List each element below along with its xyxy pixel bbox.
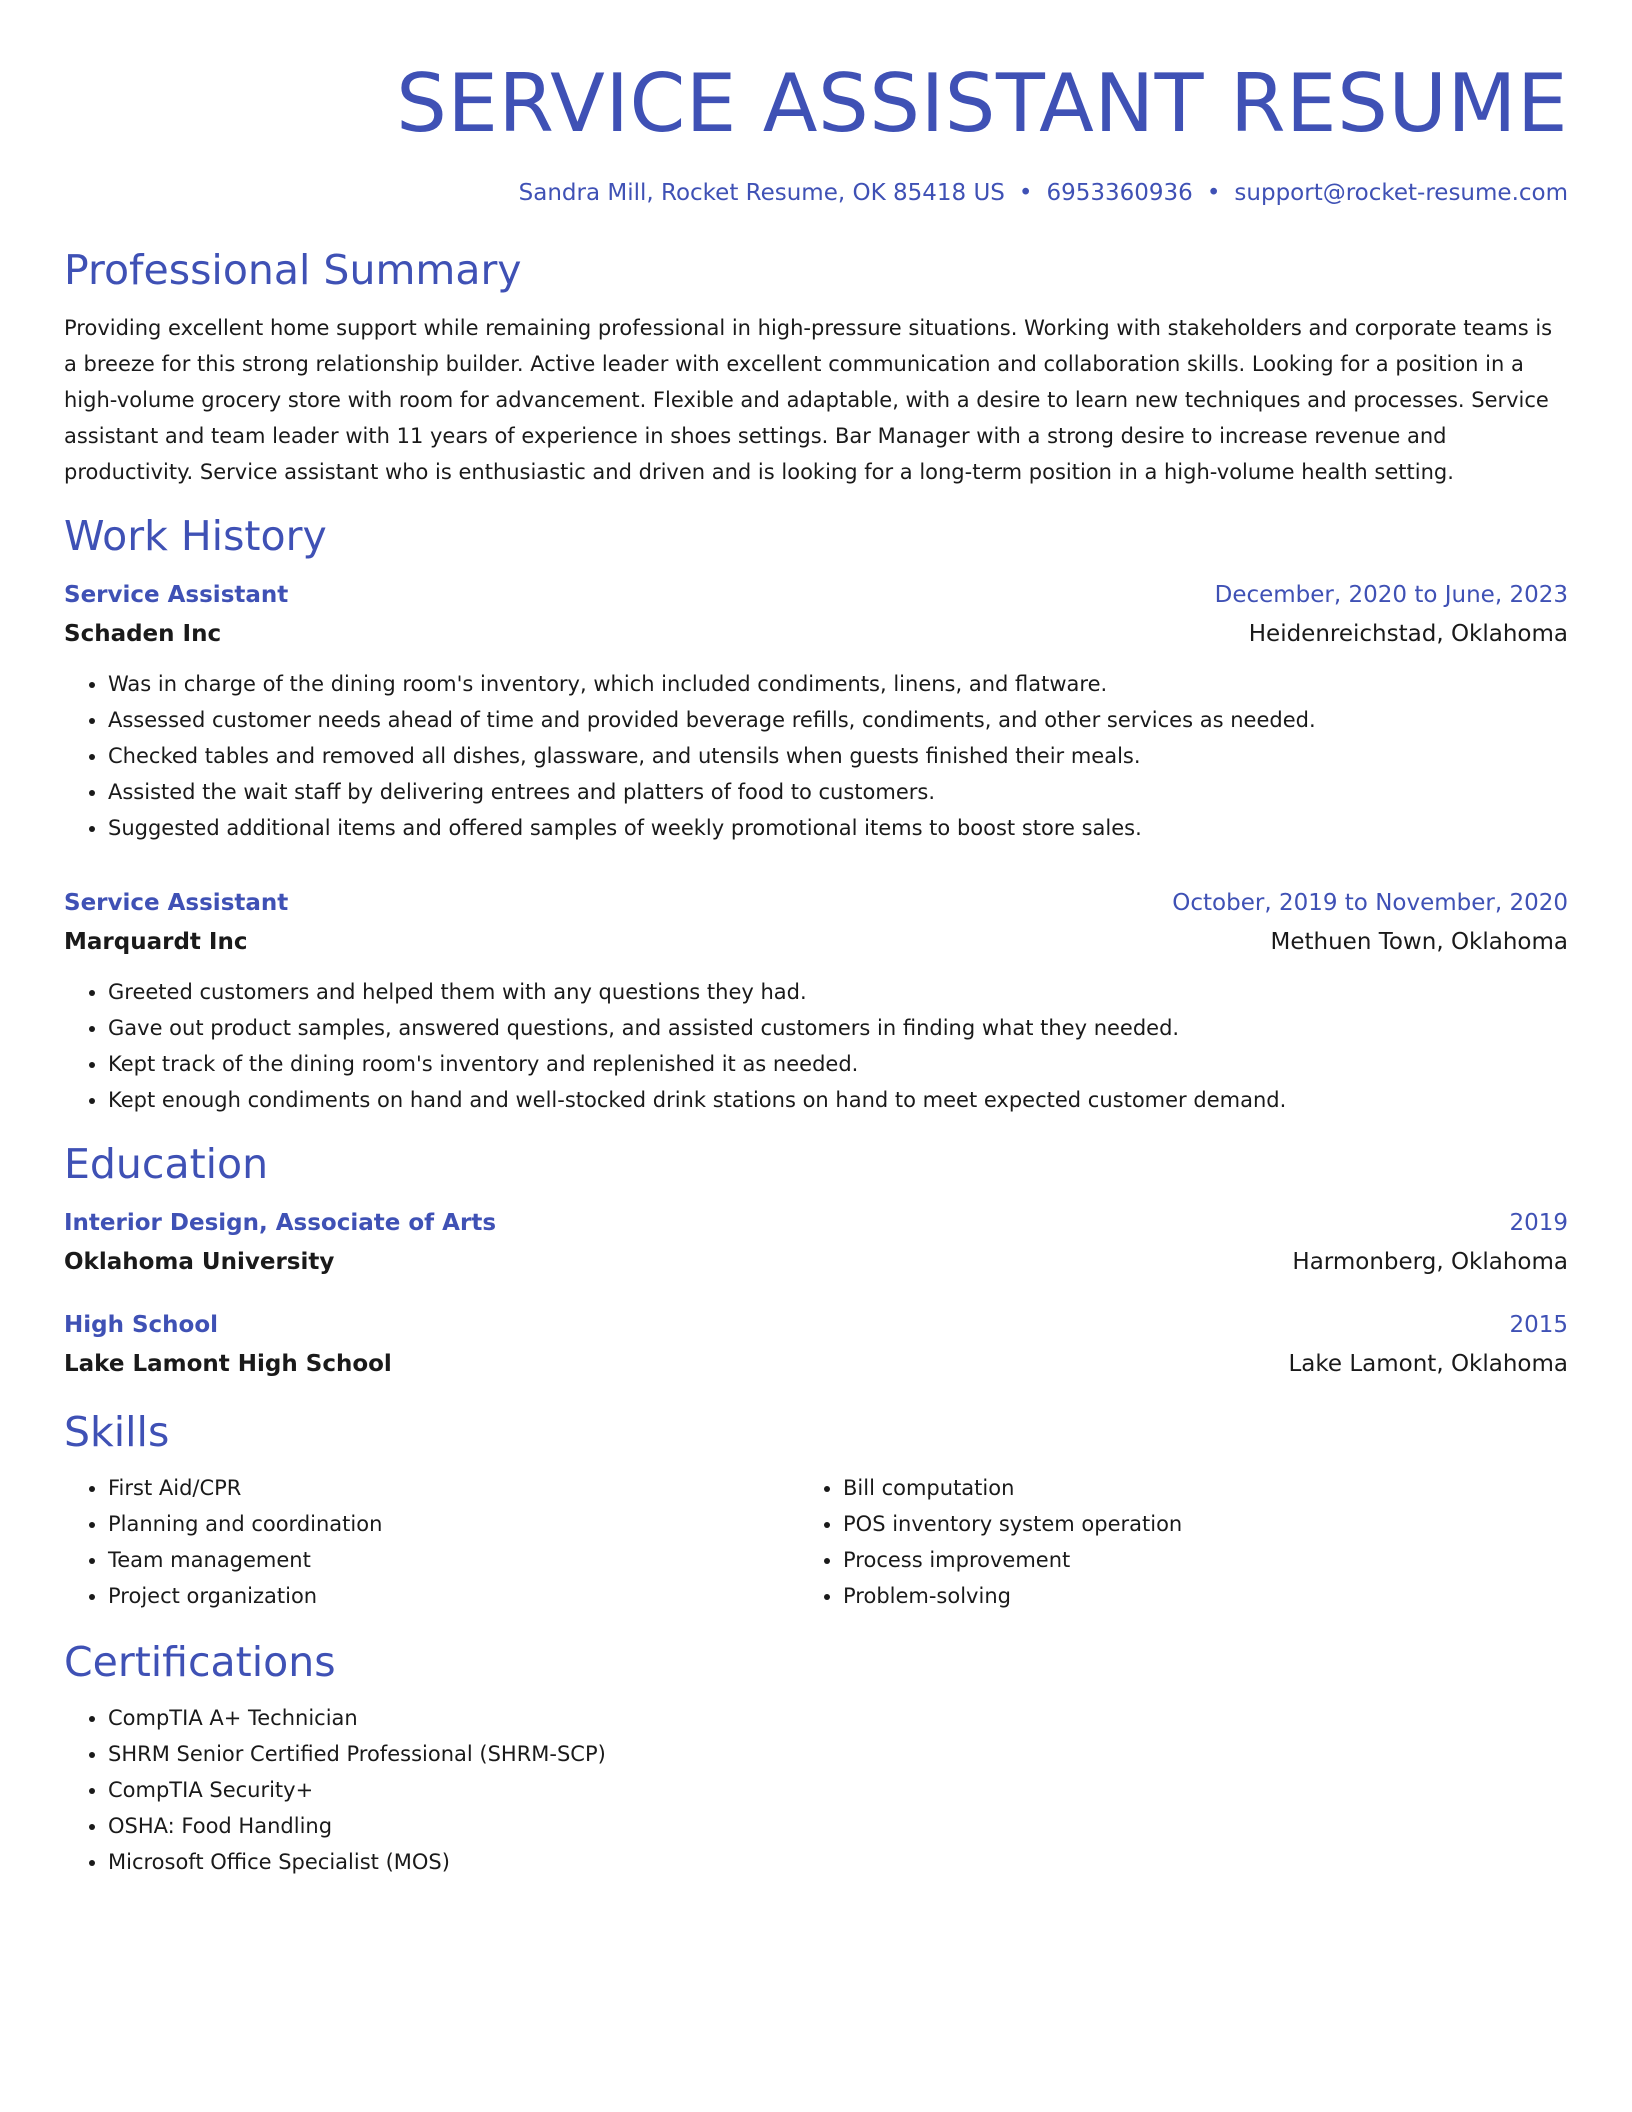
education-school-row	[64, 1344, 1568, 1384]
skill-item: • Planning and coordination	[108, 1506, 799, 1542]
certifications-list	[64, 1700, 1568, 1880]
contact-separator: •	[1206, 180, 1221, 206]
skill-item: • Bill computation	[843, 1470, 1534, 1506]
section-title-education: Education	[64, 1140, 269, 1188]
job-bullets	[64, 666, 1568, 846]
certification-item: • CompTIA Security+	[108, 1772, 1568, 1808]
job-bullet: • Assisted the wait staff by delivering entrees and platters of food to customers.	[108, 774, 1568, 810]
job-header-row	[64, 884, 1568, 922]
job-entry	[64, 576, 1568, 846]
job-company-row	[64, 922, 1568, 962]
section-title-skills: Skills	[64, 1408, 170, 1456]
job-bullets	[64, 974, 1568, 1118]
summary-text: Providing excellent home support while remaining professional in high-pressure situations. Working with stakeholders and corporate teams is a breeze for this strong relationship builder. Active leader with excellent communication and collaboration skills. Looking for a position in a high-volume grocery store with room for advancement. Flexible and adaptable, with a desire to learn new techniques and processes. Service assistant and team leader with 11 years of experience in shoes settings. Bar Manager with a strong desire to increase revenue and productivity. Service assistant who is enthusiastic and driven and is looking for a long-term position in a high-volume health setting.	[64, 316, 1553, 484]
contact-line	[64, 178, 1568, 208]
education-year: 2019	[1509, 1210, 1568, 1236]
section-title-summary: Professional Summary	[64, 246, 522, 294]
job-bullet: • Gave out product samples, answered questions, and assisted customers in finding what they needed.	[108, 1010, 1568, 1046]
contact-phone: 6953360936	[1046, 180, 1193, 206]
education-school-row	[64, 1242, 1568, 1282]
skill-item: • Team management	[108, 1542, 799, 1578]
resume-title: SERVICE ASSISTANT RESUME	[396, 57, 1568, 150]
job-bullet: • Kept enough condiments on hand and well-stocked drink stations on hand to meet expected customer demand.	[108, 1082, 1568, 1118]
job-dates: October, 2019 to November, 2020	[1172, 890, 1568, 916]
skill-item: • First Aid/CPR	[108, 1470, 799, 1506]
skills-list-right	[799, 1470, 1534, 1614]
job-company: Marquardt Inc	[64, 929, 248, 955]
certification-item: • CompTIA A+ Technician	[108, 1700, 1568, 1736]
certification-item: • OSHA: Food Handling	[108, 1808, 1568, 1844]
job-entry	[64, 884, 1568, 1118]
job-header-row	[64, 576, 1568, 614]
skills-grid	[64, 1470, 1568, 1614]
job-role: Service Assistant	[64, 582, 289, 608]
education-header-row	[64, 1204, 1568, 1242]
education-entry	[64, 1306, 1568, 1384]
contact-address: Sandra Mill, Rocket Resume, OK 85418 US	[518, 180, 1005, 206]
skills-list-left	[64, 1470, 799, 1614]
job-bullet: • Was in charge of the dining room's inventory, which included condiments, linens, and flatware.	[108, 666, 1568, 702]
skill-item: • Process improvement	[843, 1542, 1534, 1578]
job-dates: December, 2020 to June, 2023	[1214, 582, 1568, 608]
certification-item: • Microsoft Office Specialist (MOS)	[108, 1844, 1568, 1880]
education-school: Lake Lamont High School	[64, 1351, 392, 1377]
education-entry	[64, 1204, 1568, 1282]
education-location: Lake Lamont, Oklahoma	[1288, 1351, 1568, 1377]
contact-separator: •	[1018, 180, 1033, 206]
job-bullet: • Checked tables and removed all dishes, glassware, and utensils when guests finished their meals.	[108, 738, 1568, 774]
education-degree: Interior Design, Associate of Arts	[64, 1210, 497, 1236]
skill-item: • Problem-solving	[843, 1578, 1534, 1614]
resume-header	[64, 56, 1568, 208]
education-header-row	[64, 1306, 1568, 1344]
section-title-work-history: Work History	[64, 512, 327, 560]
education-school: Oklahoma University	[64, 1249, 335, 1275]
job-company-row	[64, 614, 1568, 654]
certification-item: • SHRM Senior Certified Professional (SHRM-SCP)	[108, 1736, 1568, 1772]
skill-item: • Project organization	[108, 1578, 799, 1614]
job-bullet: • Kept track of the dining room's inventory and replenished it as needed.	[108, 1046, 1568, 1082]
job-bullet: • Assessed customer needs ahead of time and provided beverage refills, condiments, and other services as needed.	[108, 702, 1568, 738]
job-bullet: • Greeted customers and helped them with any questions they had.	[108, 974, 1568, 1010]
job-location: Heidenreichstad, Oklahoma	[1248, 621, 1568, 647]
section-title-certifications: Certifications	[64, 1638, 336, 1686]
contact-email[interactable]: support@rocket-resume.com	[1234, 180, 1568, 206]
job-location: Methuen Town, Oklahoma	[1270, 929, 1568, 955]
job-bullet: • Suggested additional items and offered samples of weekly promotional items to boost store sales.	[108, 810, 1568, 846]
skill-item: • POS inventory system operation	[843, 1506, 1534, 1542]
job-role: Service Assistant	[64, 890, 289, 916]
education-location: Harmonberg, Oklahoma	[1292, 1249, 1568, 1275]
education-degree: High School	[64, 1312, 219, 1338]
job-company: Schaden Inc	[64, 621, 222, 647]
education-year: 2015	[1509, 1312, 1568, 1338]
